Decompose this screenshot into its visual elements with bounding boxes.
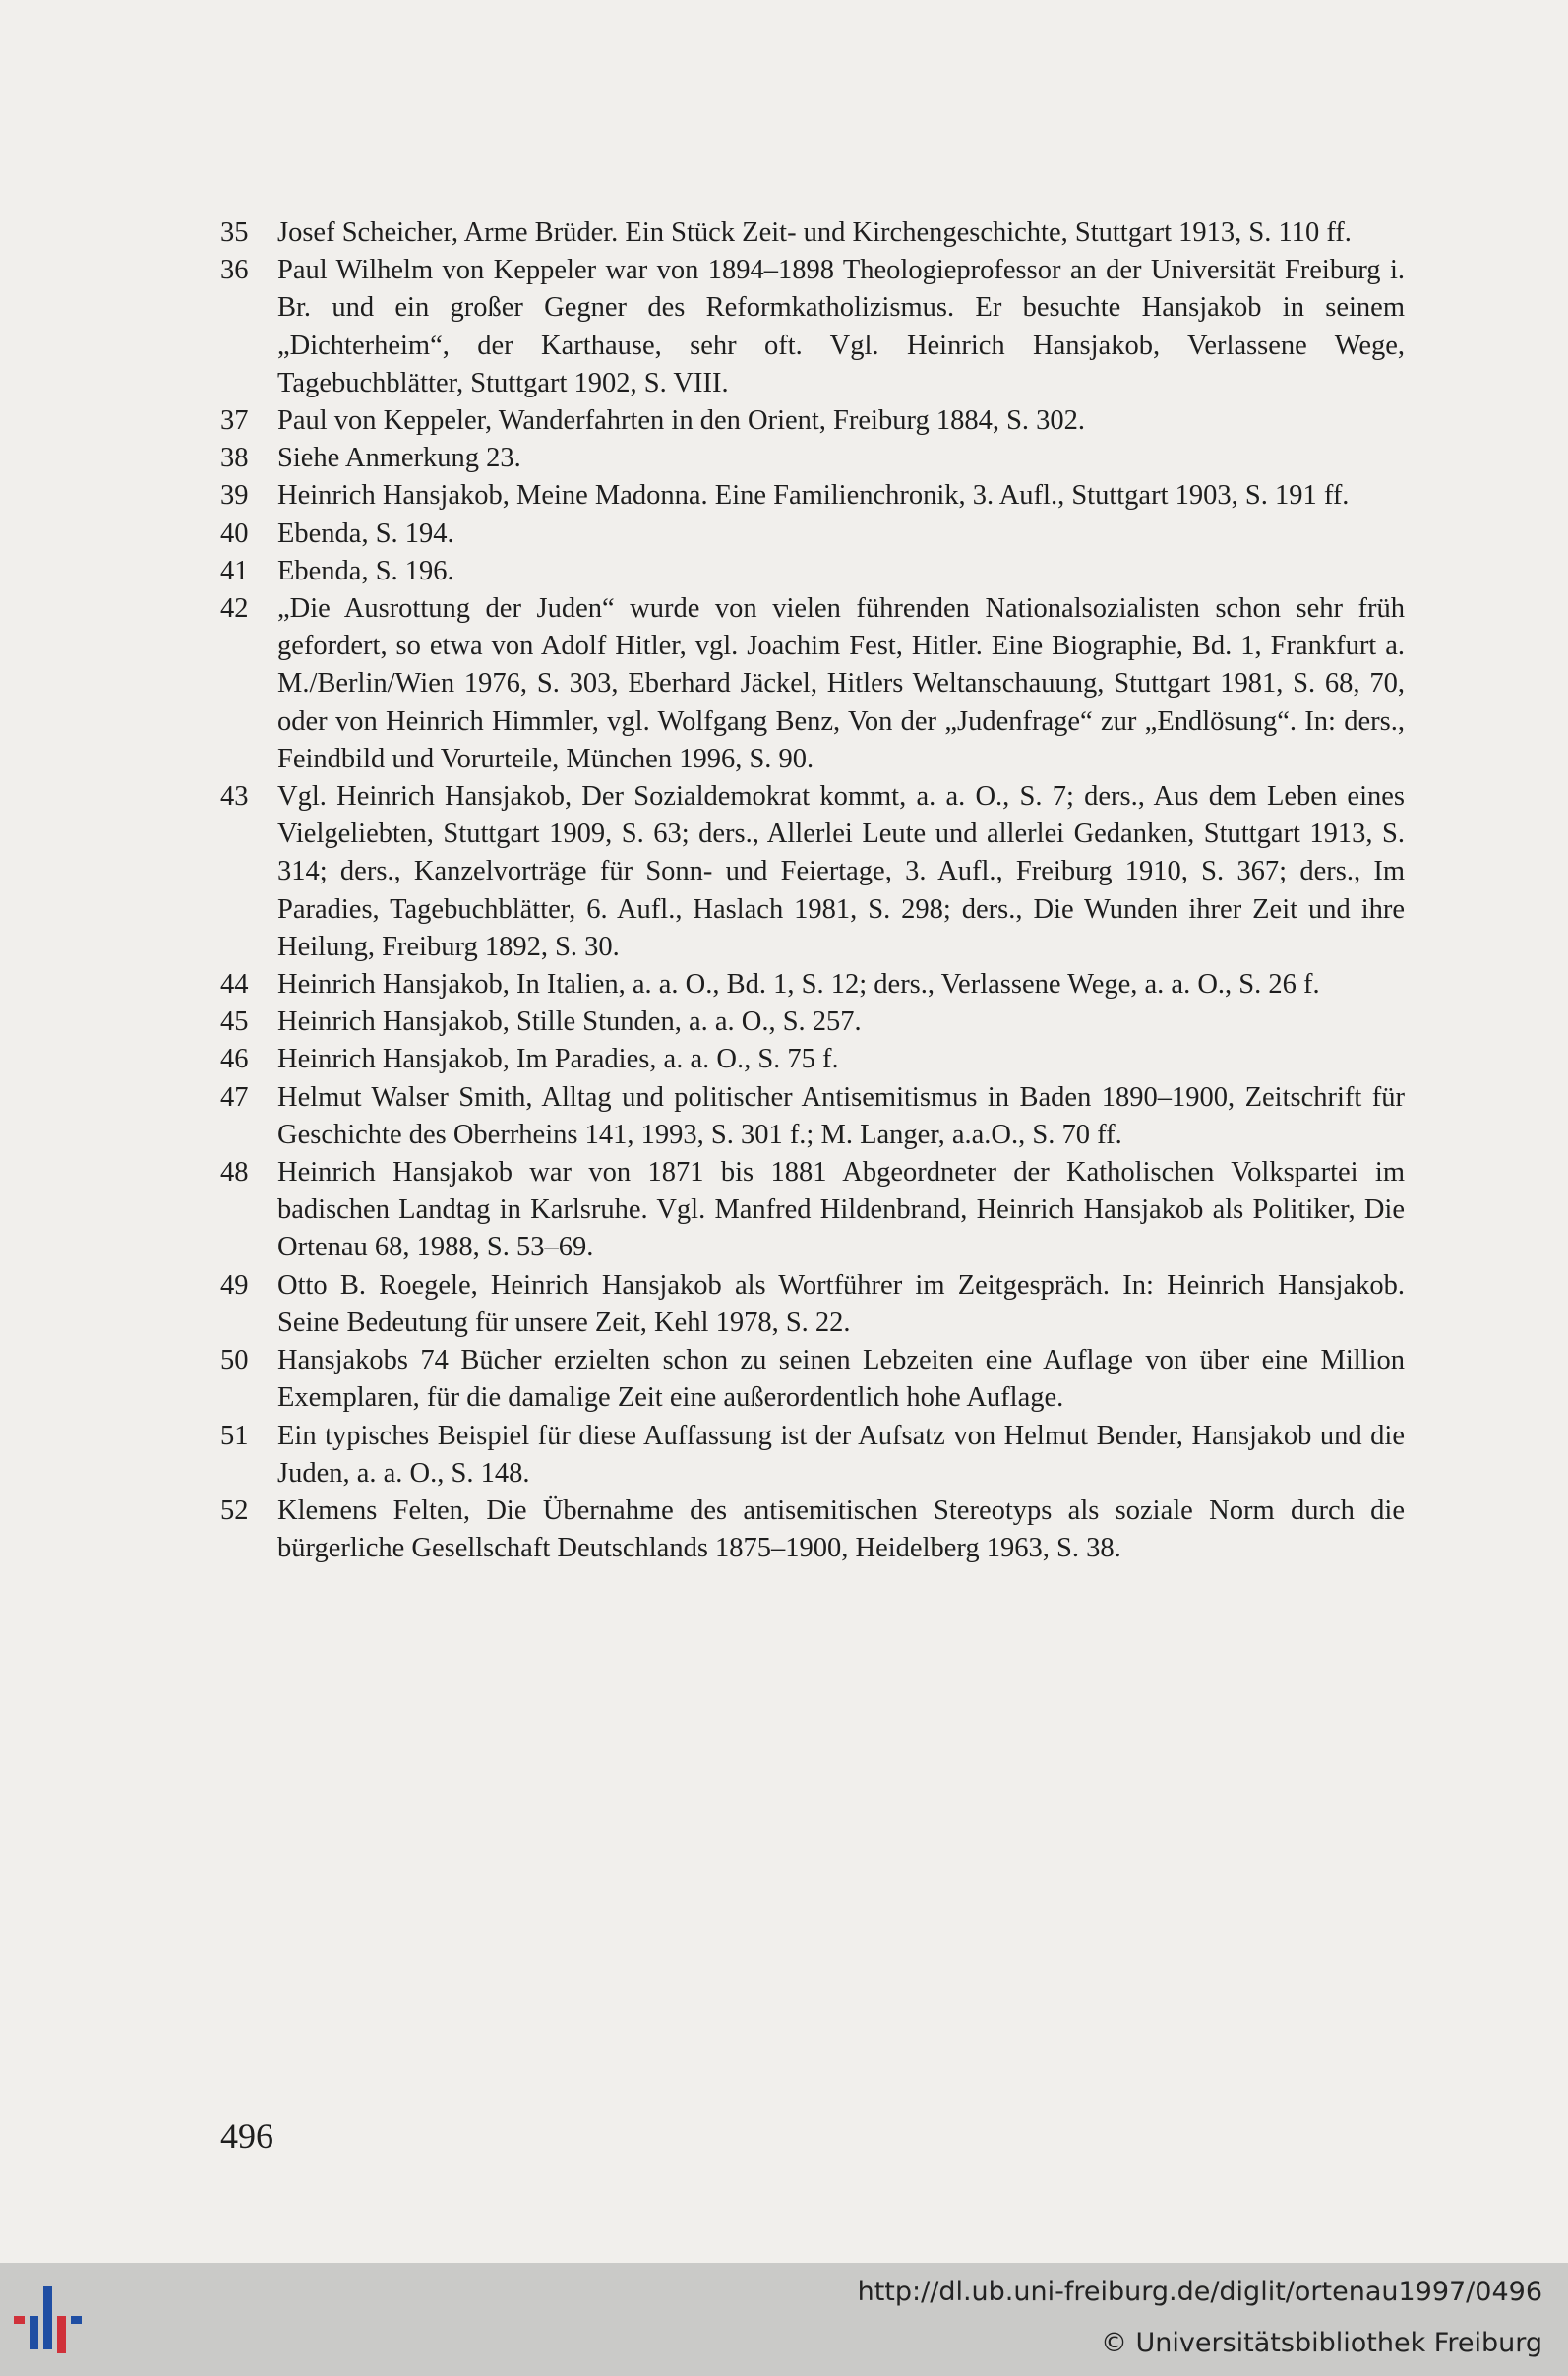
- footnote-text: „Die Ausrottung der Juden“ wurde von vielen führenden Nationalsozialisten schon sehr früh gefordert, so etwa von Adolf Hitler, vgl. Joachim Fest, Hitler. Eine Biographie, Bd. 1, Frankfurt a. M./Berlin/Wien 1976, S. 303, Eberhard Jäckel, Hitlers Weltanschauung, Stuttgart 1981, S. 68, 70, oder von Heinrich Himmler, vgl. Wolfgang Benz, Von der „Judenfrage“ zur „Endlösung“. In: ders., Feindbild und Vorurteile, München 1996, S. 90.: [277, 593, 1405, 774]
- footnote-list: [220, 214, 1405, 1567]
- footnote: [220, 214, 1405, 252]
- footnote: [220, 778, 1405, 966]
- footnote-text: Heinrich Hansjakob, Stille Stunden, a. a. O., S. 257.: [277, 1006, 862, 1038]
- footnote-number: 48: [220, 1157, 249, 1188]
- footnote-text: Paul Wilhelm von Keppeler war von 1894–1898 Theologieprofessor an der Universität Freiburg i. Br. und ein großer Gegner des Reformkatholizismus. Er besuchte Hansjakob in seinem „Dichterheim“, der Karthause, sehr oft. Vgl. Heinrich Hansjakob, Verlassene Wege, Tagebuchblätter, Stuttgart 1902, S. VIII.: [277, 255, 1405, 398]
- copyright-notice: © Universitätsbibliothek Freiburg: [1100, 2328, 1542, 2358]
- footnote: [220, 402, 1405, 440]
- footnote: [220, 1041, 1405, 1078]
- footnote-number: 37: [220, 405, 249, 437]
- footer-bar: [0, 2263, 1568, 2376]
- footnote: [220, 1418, 1405, 1493]
- footnote-number: 47: [220, 1081, 249, 1113]
- footnote-number: 38: [220, 443, 249, 474]
- footnote: [220, 1079, 1405, 1154]
- footnote: [220, 516, 1405, 553]
- footnote-text: Helmut Walser Smith, Alltag und politischer Antisemitismus in Baden 1890–1900, Zeitschrift für Geschichte des Oberrheins 141, 1993, S. 301 f.; M. Langer, a.a.O., S. 70 ff.: [277, 1081, 1405, 1150]
- footnote: [220, 1342, 1405, 1417]
- footnote-number: 49: [220, 1269, 249, 1301]
- footnote-text: Heinrich Hansjakob, Meine Madonna. Eine Familienchronik, 3. Aufl., Stuttgart 1903, S. 191 ff.: [277, 480, 1350, 512]
- footnote: [220, 477, 1405, 515]
- footnote-number: 39: [220, 480, 249, 512]
- ub-freiburg-logo-icon: [12, 2277, 100, 2363]
- footnote-text: Vgl. Heinrich Hansjakob, Der Sozialdemokrat kommt, a. a. O., S. 7; ders., Aus dem Leben eines Vielgeliebten, Stuttgart 1909, S. 63; ders., Allerlei Leute und allerlei Gedanken, Stuttgart 1913, S. 314; ders., Kanzelvorträge für Sonn- und Feiertage, 3. Aufl., Freiburg 1910, S. 367; ders., Im Paradies, Tagebuchblätter, 6. Aufl., Haslach 1981, S. 298; ders., Die Wunden ihrer Zeit und ihre Heilung, Freiburg 1892, S. 30.: [277, 781, 1405, 962]
- footnote: [220, 966, 1405, 1004]
- footnote-number: 44: [220, 969, 249, 1001]
- footnote-text: Klemens Felten, Die Übernahme des antisemitischen Stereotyps als soziale Norm durch die bürgerliche Gesellschaft Deutschlands 1875–1900, Heidelberg 1963, S. 38.: [277, 1494, 1405, 1564]
- source-url-link[interactable]: http://dl.ub.uni-freiburg.de/diglit/ortenau1997/0496: [857, 2277, 1542, 2307]
- footnote: [220, 1493, 1405, 1567]
- footnote-number: 36: [220, 255, 249, 286]
- footnote-number: 43: [220, 781, 249, 813]
- footnote-text: Josef Scheicher, Arme Brüder. Ein Stück Zeit- und Kirchengeschichte, Stuttgart 1913, S. 110 ff.: [277, 217, 1352, 248]
- footnote-number: 41: [220, 555, 249, 586]
- footnote-text: Heinrich Hansjakob, Im Paradies, a. a. O., S. 75 f.: [277, 1044, 839, 1075]
- footnote-text: Heinrich Hansjakob, In Italien, a. a. O., Bd. 1, S. 12; ders., Verlassene Wege, a. a. O., S. 26 f.: [277, 969, 1320, 1001]
- footnote-number: 42: [220, 593, 249, 625]
- footnote: [220, 553, 1405, 590]
- footnote-text: Otto B. Roegele, Heinrich Hansjakob als Wortführer im Zeitgespräch. In: Heinrich Hansjakob. Seine Bedeutung für unsere Zeit, Kehl 1978, S. 22.: [277, 1269, 1405, 1338]
- footnote-text: Siehe Anmerkung 23.: [277, 443, 521, 474]
- footnote: [220, 252, 1405, 402]
- footnote-number: 35: [220, 217, 249, 248]
- footnote-number: 45: [220, 1006, 249, 1038]
- footnote-text: Ein typisches Beispiel für diese Auffassung ist der Aufsatz von Helmut Bender, Hansjakob und die Juden, a. a. O., S. 148.: [277, 1420, 1405, 1489]
- footnote-text: Heinrich Hansjakob war von 1871 bis 1881 Abgeordneter der Katholischen Volkspartei im badischen Landtag in Karlsruhe. Vgl. Manfred Hildenbrand, Heinrich Hansjakob als Politiker, Die Ortenau 68, 1988, S. 53–69.: [277, 1157, 1405, 1263]
- footnote-number: 46: [220, 1044, 249, 1075]
- footnote: [220, 1154, 1405, 1267]
- footnote: [220, 1267, 1405, 1342]
- footnote-text: Ebenda, S. 194.: [277, 518, 454, 549]
- page-number: 496: [220, 2116, 273, 2156]
- footnote-text: Ebenda, S. 196.: [277, 555, 454, 586]
- footnote: [220, 1004, 1405, 1041]
- footnote: [220, 590, 1405, 778]
- footnote: [220, 440, 1405, 477]
- footnote-text: Paul von Keppeler, Wanderfahrten in den Orient, Freiburg 1884, S. 302.: [277, 405, 1086, 437]
- footnote-number: 51: [220, 1420, 249, 1451]
- footnote-number: 40: [220, 518, 249, 549]
- footnote-text: Hansjakobs 74 Bücher erzielten schon zu seinen Lebzeiten eine Auflage von über eine Million Exemplaren, für die damalige Zeit eine außerordentlich hohe Auflage.: [277, 1345, 1405, 1414]
- footnote-number: 50: [220, 1345, 249, 1376]
- footnote-number: 52: [220, 1494, 249, 1526]
